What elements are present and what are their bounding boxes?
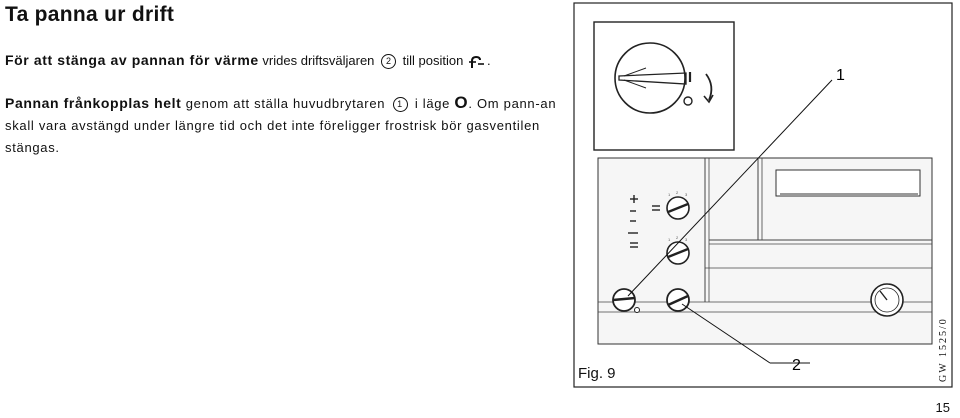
- section-heading: Ta panna ur drift: [5, 3, 175, 26]
- switch-detail-box: [594, 22, 734, 150]
- figure-label: Fig. 9: [578, 365, 616, 382]
- pressure-gauge: [871, 284, 903, 316]
- para1-text-a: vrides driftsväljaren: [262, 53, 375, 68]
- ref-circle-2: 2: [381, 54, 396, 69]
- display-window: [776, 170, 920, 196]
- off-symbol: O: [454, 93, 469, 112]
- para2-text-b: i läge: [414, 96, 451, 111]
- svg-text:3: 3: [685, 237, 688, 242]
- page-number: 15: [935, 400, 950, 415]
- svg-text:3: 3: [685, 192, 688, 197]
- callout-1: 1: [836, 67, 845, 84]
- svg-text:2: 2: [676, 190, 679, 195]
- para1-end: .: [487, 53, 491, 68]
- svg-text:1: 1: [668, 192, 671, 197]
- para2-text-a: genom att ställa huvudbrytaren: [185, 96, 386, 111]
- callout-2: 2: [792, 357, 801, 374]
- para1-lead: För att stänga av pannan för värme: [5, 52, 259, 68]
- para2-lead: Pannan frånkopplas helt: [5, 95, 182, 111]
- svg-text:2: 2: [676, 235, 679, 240]
- mode-selector-knob: [667, 289, 689, 311]
- para2-text-c: . Om pann-an skall vara avstängd under längre tid och det inte föreligger frostrisk bör gasventilen stängas.: [5, 96, 557, 155]
- ref-circle-1: 1: [393, 97, 408, 112]
- para1-text-b: till position: [402, 53, 464, 68]
- drawing-code: GW 1525/0: [938, 317, 949, 382]
- svg-text:1: 1: [668, 237, 671, 242]
